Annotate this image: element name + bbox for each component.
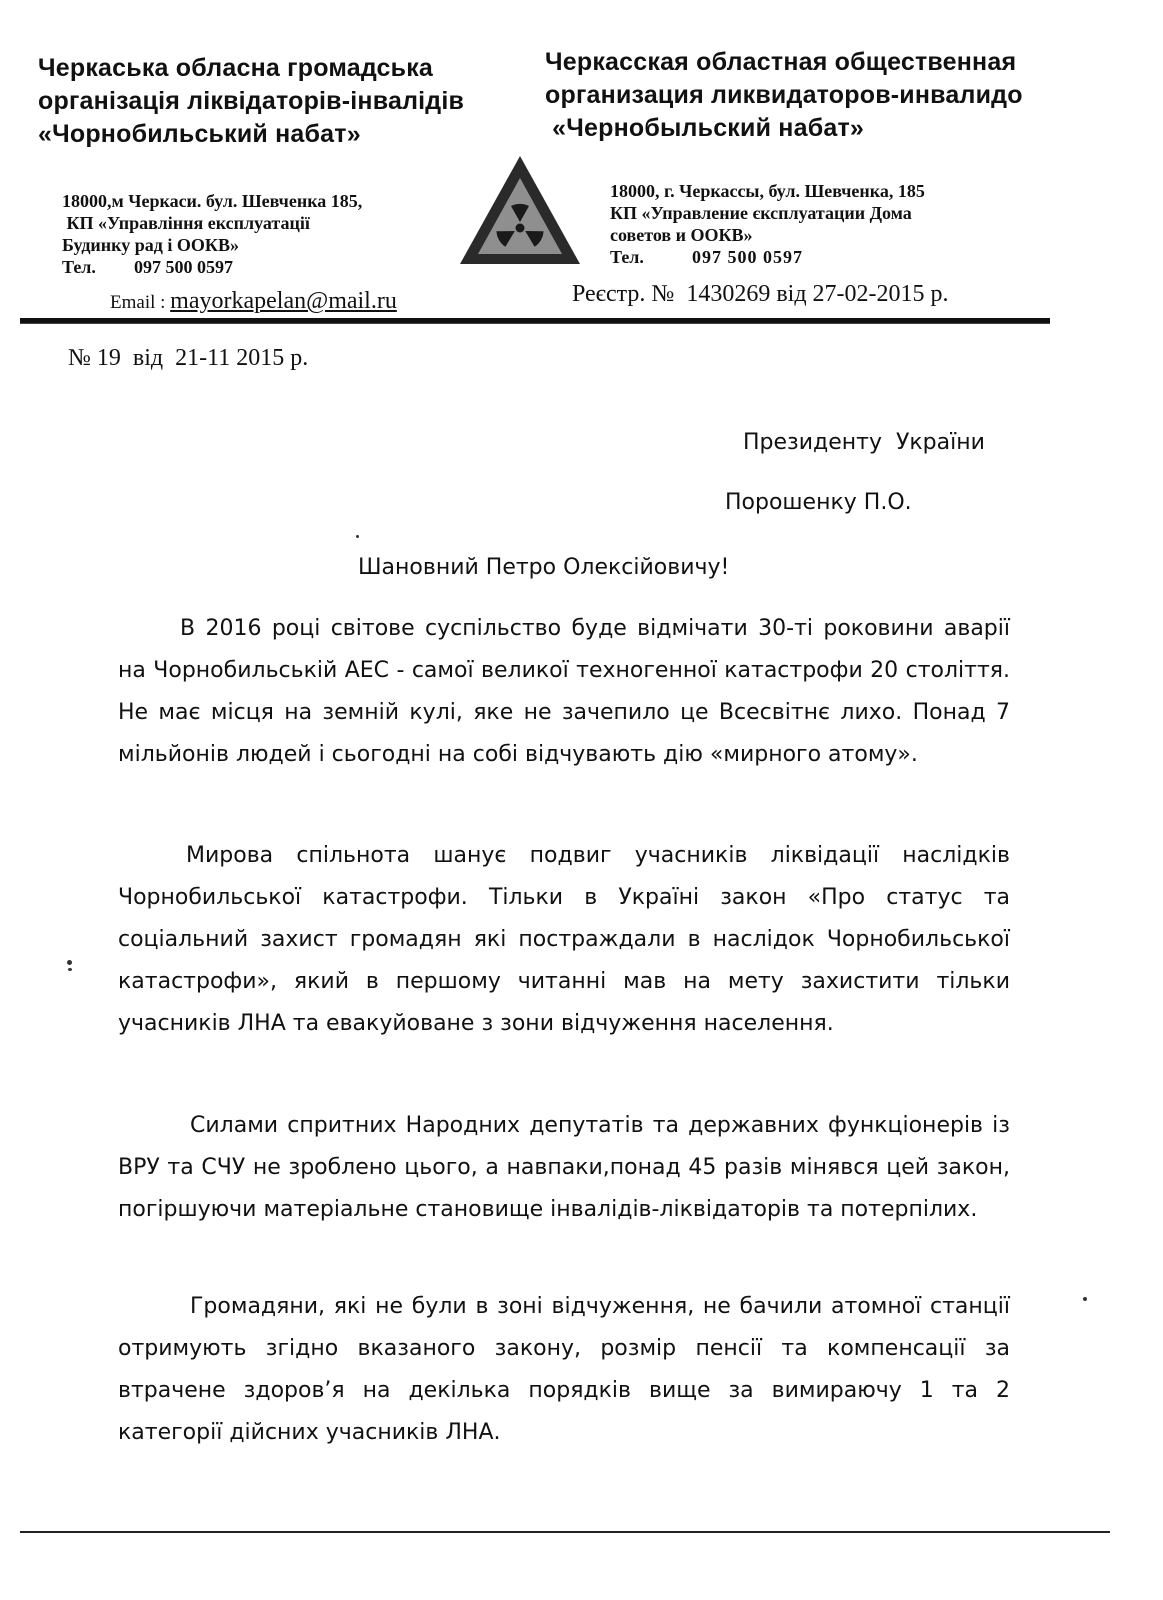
logo — [456, 152, 584, 268]
footer-divider — [20, 1531, 1110, 1533]
address-ru-line: КП «Управление єксплуатации Дома — [610, 203, 912, 223]
addressee-title: Президенту України — [743, 430, 985, 455]
email-link[interactable]: mayorkapelan@mail.ru — [170, 288, 397, 314]
scan-speck — [1083, 1297, 1087, 1301]
org-title-ru-line: «Чернобыльский набат» — [545, 114, 864, 142]
document-number: № 19 від 21-11 2015 р. — [68, 345, 309, 371]
address-ua-line: Будинку рад і ООКВ» — [62, 235, 239, 255]
addressee-name: Порошенку П.О. — [725, 490, 912, 515]
address-ua — [62, 190, 362, 278]
phone-label: Тел. — [62, 257, 96, 277]
address-ua-line: КП «Управління експлуатації — [62, 213, 310, 233]
paragraph: Мирова спільнота шанує подвиг учасників ліквідації наслідків Чорнобильської катастрофи. Тільки в Україні закон «Про статус та соціальний захист громадян які постраждали в наслідок Чорнобильської катастрофи», який в першому читанні мав на мету захистити тільки учасників ЛНА та евакуйоване з зони відчуження населення. — [118, 843, 1010, 1036]
address-ru-line: советов и ООКВ» — [610, 225, 753, 245]
org-title-ua-line: Черкаська обласна громадська — [38, 54, 434, 82]
org-title-ua-line: організація ліквідаторів-інвалідів — [38, 87, 465, 115]
header-divider-thin — [20, 323, 1050, 324]
paragraph: Громадяни, які не були в зоні відчуження, не бачили атомної станції отримують згідно вказаного закону, розмір пенсії та компенсації за втрачене здоров’я на декілька порядків вище за вимираючу 1 та 2 категорії дійсних учасників ЛНА. — [118, 1294, 1010, 1445]
paragraph: Силами спритних Народних депутатів та державних функціонерів із ВРУ та СЧУ не зроблено цього, а навпаки,понад 45 разів мінявся цей закон, погіршуючи матеріальне становище інвалідів-ліквідаторів та потерпілих. — [118, 1113, 1010, 1222]
org-title-ru-line: организация ликвидаторов-инвалидо — [545, 81, 1023, 109]
scan-speck — [67, 960, 72, 965]
org-title-ru — [545, 46, 1050, 145]
address-ru — [610, 180, 925, 268]
email-label: Email : — [110, 292, 171, 313]
address-ru-line: 18000, г. Черкассы, бул. Шевченка, 185 — [610, 181, 925, 201]
org-title-ua-line: «Чорнобильський набат» — [38, 120, 361, 148]
phone-ru — [610, 246, 925, 268]
phone-ua — [62, 256, 362, 278]
scan-speck — [356, 535, 359, 538]
phone-label: Тел. — [610, 247, 644, 267]
scan-speck — [68, 968, 72, 971]
salutation: Шановний Петро Олексійовичу! — [358, 555, 730, 580]
org-title-ua — [38, 52, 464, 151]
address-ua-line: 18000,м Черкаси. бул. Шевченка 185, — [62, 191, 363, 211]
phone-number: 097 500 0597 — [134, 257, 233, 277]
org-title-ru-line: Черкасская областная общественная — [545, 48, 1017, 76]
paragraph: В 2016 році світове суспільство буде відмічати 30-ті роковини аварії на Чорнобильській АЕС - самої великої техногенної катастрофи 20 століття. Не має місця на земній кулі, яке не зачепило це Всесвітнє лихо. Понад 7 мільйонів людей і сьогодні на собі відчувають дію «мирного атому». — [118, 616, 1010, 767]
email-line — [110, 288, 397, 315]
radiation-warning-icon — [456, 152, 584, 268]
phone-number: 097 500 0597 — [692, 247, 803, 267]
registry-number: Реєстр. № 1430269 від 27-02-2015 р. — [572, 281, 949, 307]
